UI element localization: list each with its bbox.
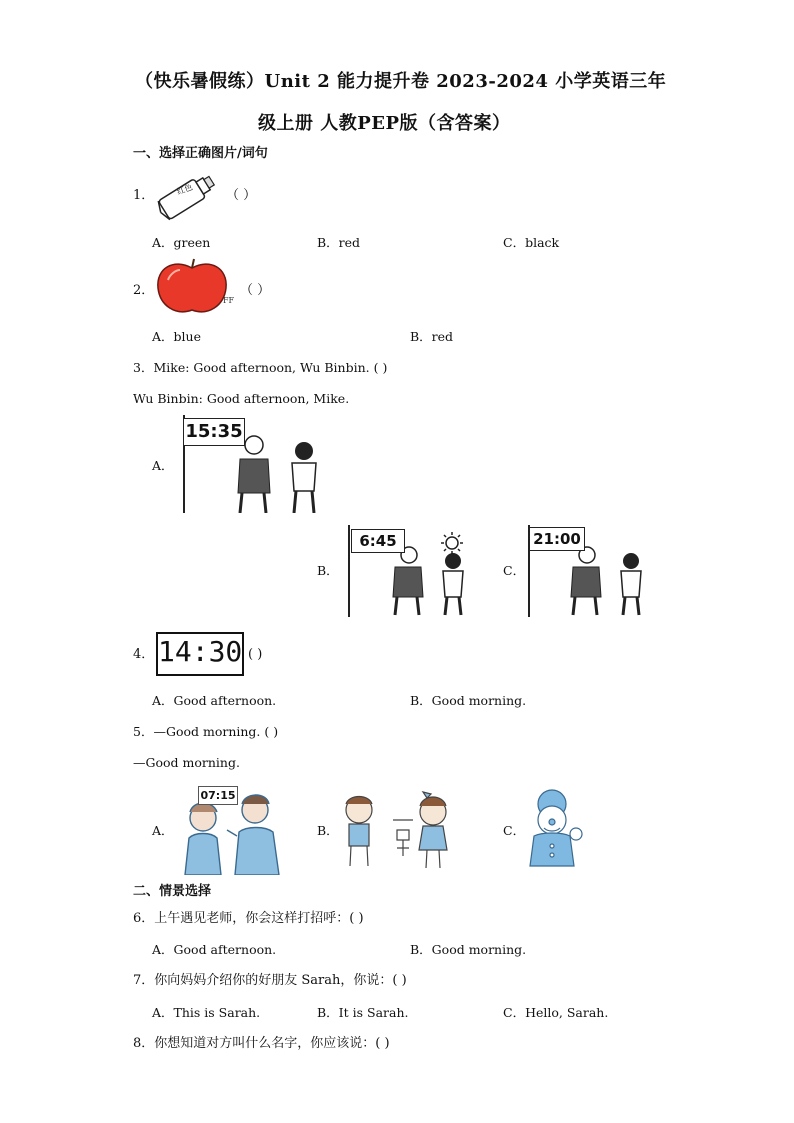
q3-clock-a: 15:35 [183, 418, 245, 446]
section-2-heading: 二、情景选择 [133, 884, 212, 899]
q4-option-a[interactable]: A．Good afternoon. [152, 693, 277, 708]
q4-answer-blank[interactable]: ( ) [248, 647, 263, 662]
q7-option-b[interactable]: B．It is Sarah. [317, 1005, 409, 1020]
q5-reply: —Good morning. [133, 755, 240, 770]
q8-question: 8．你想知道对方叫什么名字，你应该说：( ) [133, 1036, 390, 1051]
q5-option-c[interactable]: C． [503, 823, 526, 838]
title-line2: 级上册 人教PEP版（含答案） [258, 113, 511, 134]
q3-reply: Wu Binbin: Good afternoon, Mike. [133, 391, 350, 406]
q1-number: 1． [133, 188, 155, 203]
apple-image [154, 256, 234, 316]
section-1-heading: 一、选择正确图片/词句 [133, 146, 268, 161]
q4-option-b[interactable]: B．Good morning. [410, 693, 527, 708]
q3-clock-b: 6:45 [351, 529, 405, 553]
q3-clock-c: 21:00 [529, 527, 585, 551]
q4-clock: 14:30 [156, 632, 244, 676]
q5-question: 5．—Good morning. ( ) [133, 724, 279, 739]
q3-option-b[interactable]: B． [317, 563, 339, 578]
q3-option-a[interactable]: A． [152, 458, 174, 473]
q2-answer-blank[interactable]: （ ） [240, 283, 271, 298]
q5-scene-b[interactable] [337, 790, 455, 870]
title-line1: （快乐暑假练）Unit 2 能力提升卷 2023-2024 小学英语三年 [135, 71, 667, 92]
q5-option-a[interactable]: A． [152, 823, 174, 838]
q2-option-a[interactable]: A．blue [152, 329, 201, 344]
q1-option-a[interactable]: A．green [152, 235, 211, 250]
q7-option-c[interactable]: C．Hello, Sarah. [503, 1005, 609, 1020]
q3-option-c[interactable]: C． [503, 563, 526, 578]
svg-text:FF: FF [223, 296, 234, 305]
q6-option-a[interactable]: A．Good afternoon. [152, 942, 277, 957]
q6-option-b[interactable]: B．Good morning. [410, 942, 527, 957]
q1-answer-blank[interactable]: （ ） [226, 188, 257, 203]
paint-tube-image [152, 165, 222, 227]
q1-option-c[interactable]: C．black [503, 235, 560, 250]
q7-question: 7．你向妈妈介绍你的好朋友 Sarah，你说：( ) [133, 973, 407, 988]
q5-scene-c-clown[interactable] [524, 788, 584, 868]
q2-number: 2． [133, 283, 155, 298]
q3-question: 3．Mike: Good afternoon, Wu Binbin. ( ) [133, 360, 388, 375]
q6-question: 6．上午遇见老师，你会这样打招呼：( ) [133, 911, 364, 926]
tube-label: 红色 [175, 182, 194, 197]
q5-option-b[interactable]: B． [317, 823, 339, 838]
q5-clock: 07:15 [198, 786, 238, 805]
q2-option-b[interactable]: B．red [410, 329, 454, 344]
q4-number: 4． [133, 647, 155, 662]
q1-option-b[interactable]: B．red [317, 235, 361, 250]
q7-option-a[interactable]: A．This is Sarah. [152, 1005, 261, 1020]
